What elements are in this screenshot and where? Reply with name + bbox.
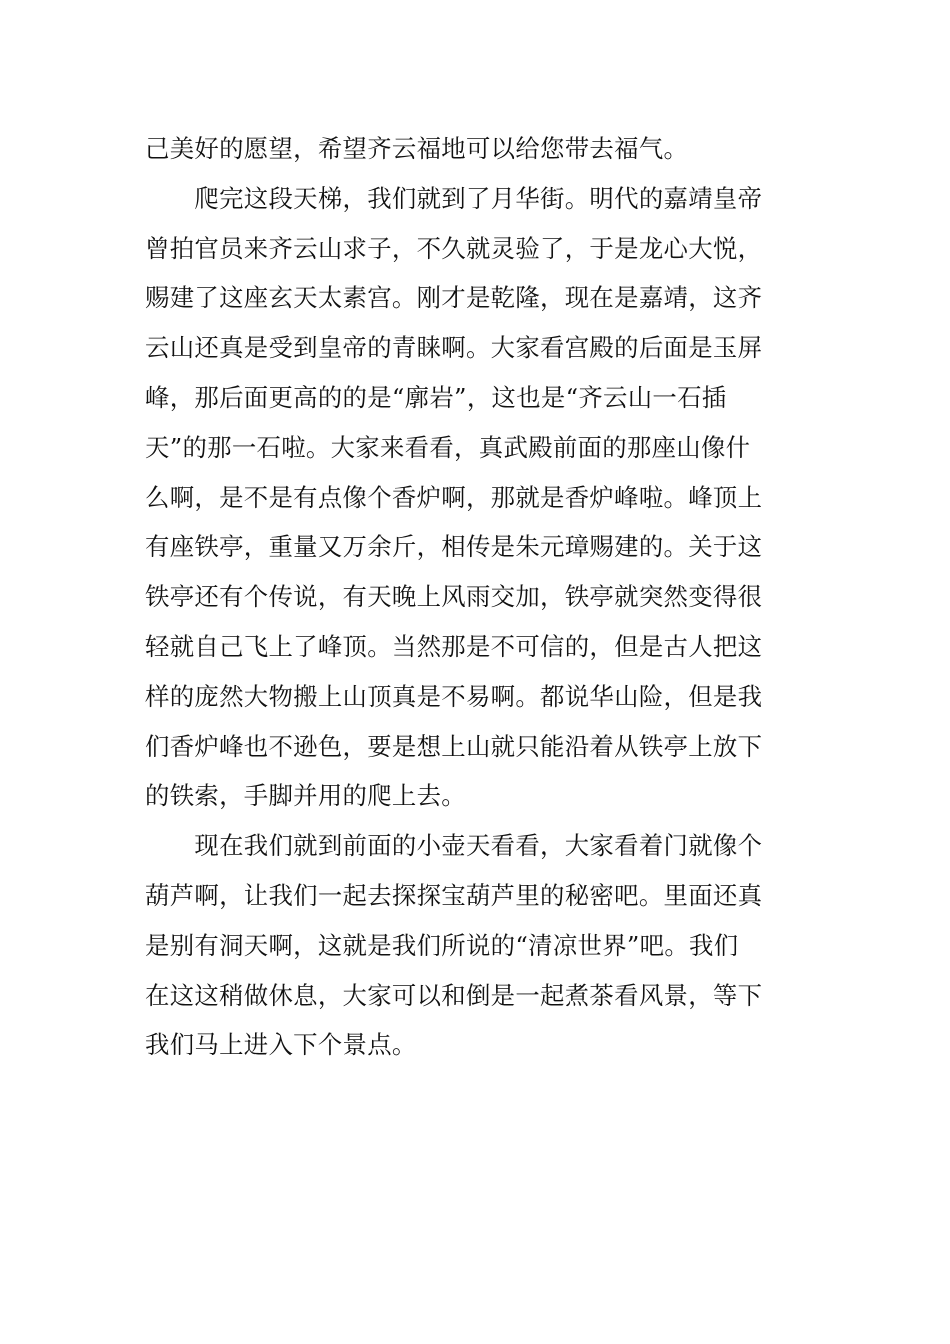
text-line: 有座铁亭，重量又万余斤，相传是朱元璋赐建的。关于这 <box>145 532 763 562</box>
text-line: 铁亭还有个传说，有天晚上风雨交加，铁亭就突然变得很 <box>145 582 763 612</box>
text-line: 峰，那后面更高的的是“廓岩”，这也是“齐云山一石插 <box>145 382 727 412</box>
text-line: 天”的那一石啦。大家来看看，真武殿前面的那座山像什 <box>145 432 751 462</box>
text-line: 在这这稍做休息，大家可以和倒是一起煮茶看风景，等下 <box>145 980 763 1010</box>
text-line: 曾拍官员来齐云山求子，不久就灵验了，于是龙心大悦， <box>145 233 763 263</box>
document-page <box>145 124 807 1070</box>
text-line: 是别有洞天啊，这就是我们所说的“清凉世界”吧。我们 <box>145 930 739 960</box>
text-line: 葫芦啊，让我们一起去探探宝葫芦里的秘密吧。里面还真 <box>145 880 763 910</box>
paragraph-1 <box>145 124 807 174</box>
text-line: 赐建了这座玄天太素宫。刚才是乾隆，现在是嘉靖，这齐 <box>145 283 763 313</box>
text-line: 样的庞然大物搬上山顶真是不易啊。都说华山险，但是我 <box>145 681 763 711</box>
text-line: 的铁索，手脚并用的爬上去。 <box>145 781 466 811</box>
text-line: 我们马上进入下个景点。 <box>145 1030 417 1060</box>
text-line: 爬完这段天梯，我们就到了月华街。明代的嘉靖皇帝 <box>145 183 763 213</box>
text-line: 轻就自己飞上了峰顶。当然那是不可信的，但是古人把这 <box>145 631 763 661</box>
text-line: 们香炉峰也不逊色，要是想上山就只能沿着从铁亭上放下 <box>145 731 763 761</box>
text-line: 己美好的愿望，希望齐云福地可以给您带去福气。 <box>145 134 689 163</box>
text-line: 云山还真是受到皇帝的青睐啊。大家看宫殿的后面是玉屏 <box>145 333 763 363</box>
paragraph-3 <box>145 821 807 1070</box>
paragraph-2 <box>145 174 807 821</box>
text-line: 现在我们就到前面的小壶天看看，大家看着门就像个 <box>145 831 763 861</box>
text-line: 么啊，是不是有点像个香炉啊，那就是香炉峰啦。峰顶上 <box>145 482 763 512</box>
